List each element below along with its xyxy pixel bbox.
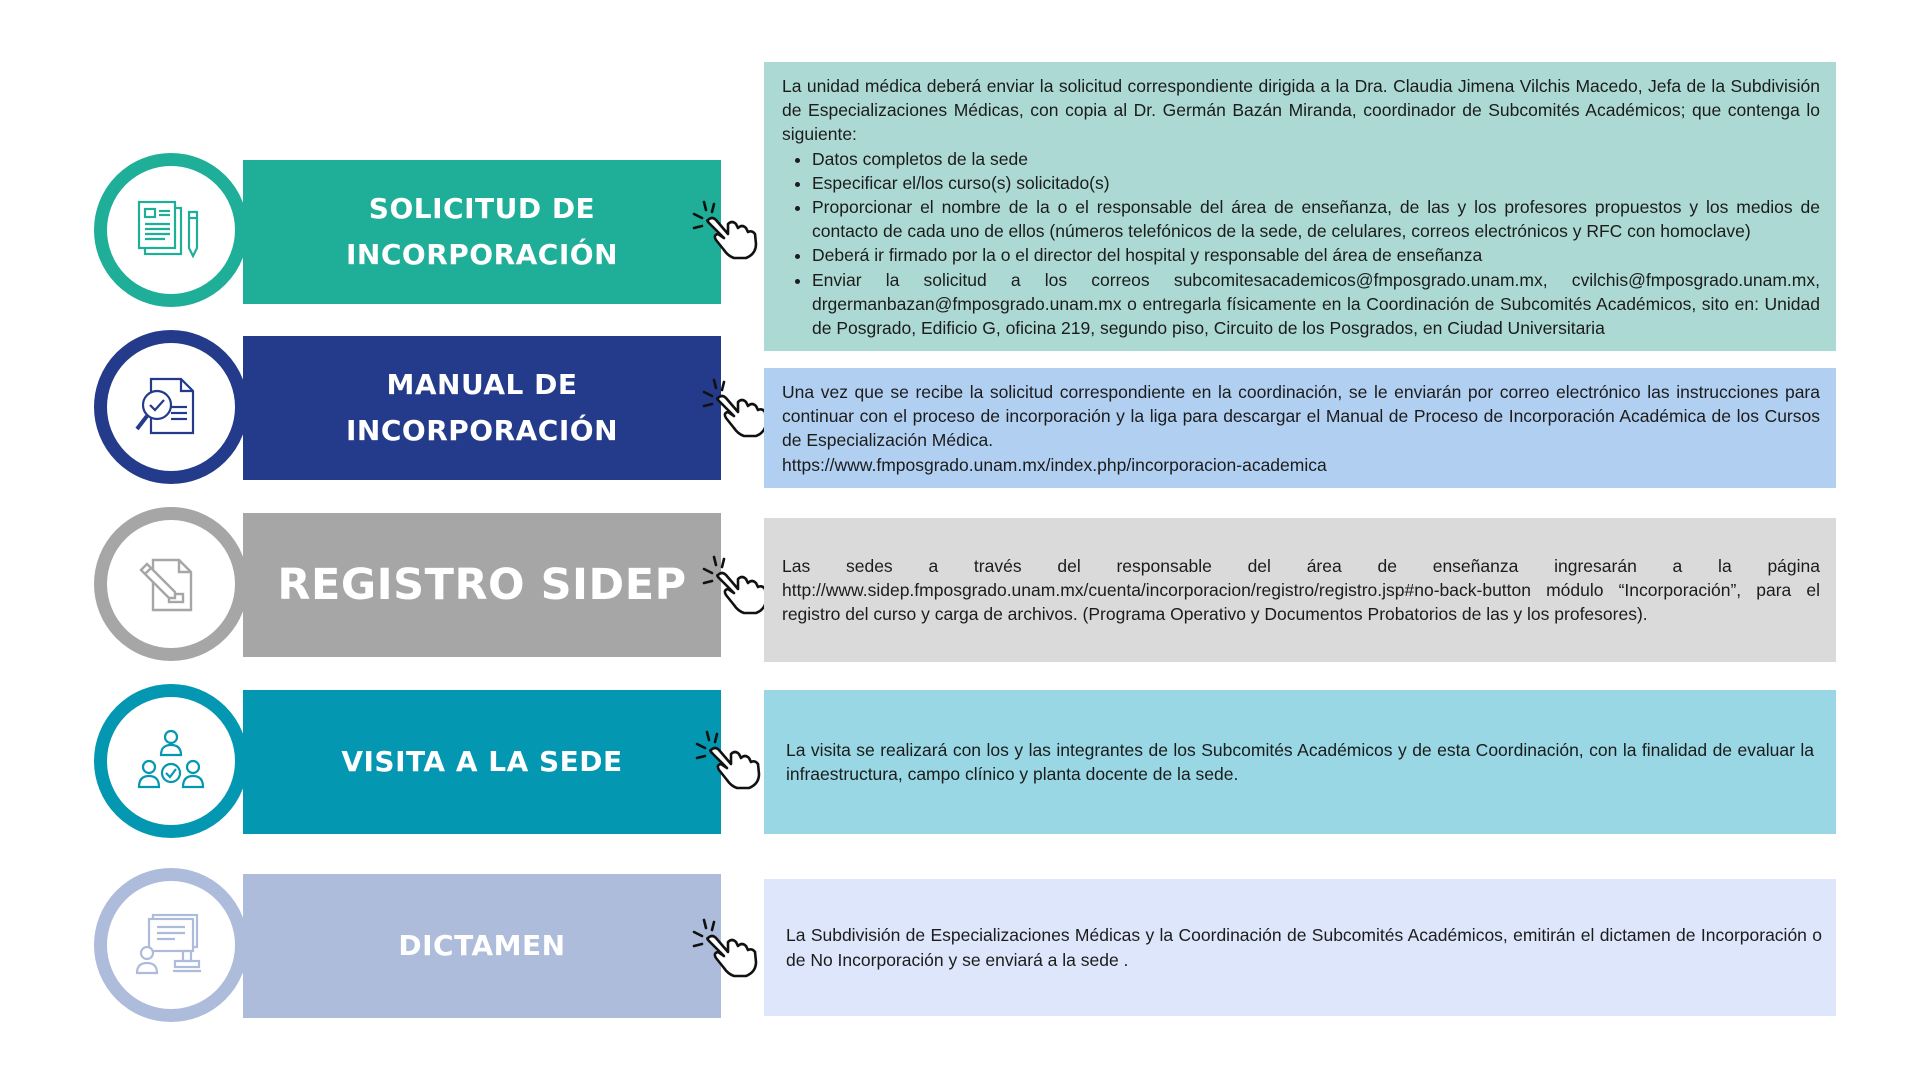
step-description xyxy=(764,690,1836,834)
document-search-icon xyxy=(135,371,207,443)
pointing-hand-icon xyxy=(700,555,770,615)
step-ring xyxy=(94,868,248,1022)
step-description xyxy=(764,879,1836,1016)
step-label: VISITA A LA SEDE xyxy=(243,690,721,834)
description-text: Las sedes a través del responsable del área de enseñanza ingresarán a la página http://www.sidep.fmposgrado.unam.mx/cuenta/incorporacion/registro/registro.jsp#no-back-button módulo “Incorporación”, para el registro del curso y carga de archivos. (Programa Operativo y Documentos Probatorios de las y los profesores). xyxy=(782,555,1820,625)
step-description xyxy=(764,368,1836,488)
document-edit-icon xyxy=(135,548,207,620)
list-item: • Deberá ir firmado por la o el director del hospital y responsable del área de enseñanza xyxy=(812,243,1820,267)
list-item: • Especificar el/los curso(s) solicitado(s) xyxy=(812,171,1820,195)
step-ring xyxy=(94,507,248,661)
step-description xyxy=(764,518,1836,662)
incorporation-link[interactable]: https://www.fmposgrado.unam.mx/index.php/incorporacion-academica xyxy=(782,454,1327,475)
document-form-icon xyxy=(135,194,207,266)
description-text: La visita se realizará con los y las integrantes de los Subcomités Académicos y de esta Coordinación, con la finalidad de evaluar la infraestructura, campo clínico y planta docente de la sede. xyxy=(786,739,1814,784)
pointing-hand-icon xyxy=(690,200,760,260)
certificate-stamp-icon xyxy=(135,909,207,981)
list-item: • Datos completos de la sede xyxy=(812,147,1820,171)
requirements-list xyxy=(782,147,1820,341)
step-ring xyxy=(94,153,248,307)
step-ring xyxy=(94,330,248,484)
pointing-hand-icon xyxy=(693,730,763,790)
step-ring xyxy=(94,684,248,838)
intro-text: La unidad médica deberá enviar la solicitud correspondiente dirigida a la Dra. Claudia Jimena Vilchis Macedo, Jefa de la Subdivisión de Especializaciones Médicas, con copia al Dr. Germán Bazán Miranda, coordinador de Subcomités Académicos; que contenga lo siguiente: xyxy=(782,76,1820,145)
step-label: REGISTRO SIDEP xyxy=(243,513,721,657)
description-text: La Subdivisión de Especializaciones Médicas y la Coordinación de Subcomités Académicos, emitirán el dictamen de Incorporación o de No Incorporación y se enviará a la sede . xyxy=(786,925,1822,970)
team-check-icon xyxy=(135,725,207,797)
description-text: Una vez que se recibe la solicitud correspondiente en la coordinación, se le enviarán por correo electrónico las instrucciones para continuar con el proceso de incorporación y la liga para descargar el Manual de Proceso de Incorporación Académica de los Cursos de Especialización Médica. xyxy=(782,382,1820,451)
pointing-hand-icon xyxy=(690,918,760,978)
step-description xyxy=(764,62,1836,351)
list-item: • Enviar la solicitud a los correos subcomitesacademicos@fmposgrado.unam.mx, cvilchis@fmposgrado.unam.mx, drgermanbazan@fmposgrado.unam.mx o entregarla físicamente en la Coordinación de Subcomités Académicos, sito en: Unidad de Posgrado, Edificio G, oficina 219, segundo piso, Circuito de los Posgrados, en Ciudad Universitaria xyxy=(812,268,1820,341)
list-item: • Proporcionar el nombre de la o el responsable del área de enseñanza, de las y los profesores propuestos y los medios de contacto de cada uno de ellos (números telefónicos de la sede, de celulares, correos electrónicos y RFC con homoclave) xyxy=(812,195,1820,243)
step-label: MANUAL DE INCORPORACIÓN xyxy=(243,336,721,480)
step-label: DICTAMEN xyxy=(243,874,721,1018)
pointing-hand-icon xyxy=(700,378,770,438)
step-label: SOLICITUD DE INCORPORACIÓN xyxy=(243,160,721,304)
